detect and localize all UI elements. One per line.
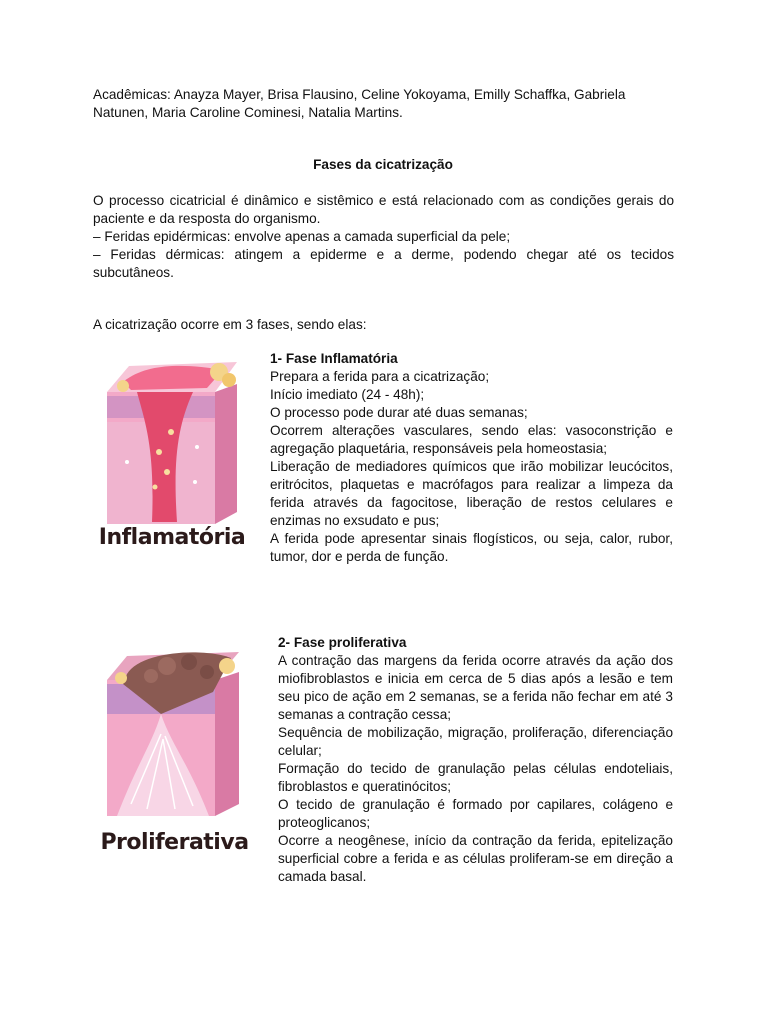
page-title: Fases da cicatrização: [313, 157, 453, 172]
phase-line: Ocorre a neogênese, início da contração da ferida, epitelização superficial cobre a ferida e as células proliferam-se em direção a camada basal.: [278, 833, 673, 884]
proliferative-phase-text: [278, 634, 673, 886]
proliferative-image-label: Proliferativa: [100, 830, 249, 855]
phase-line: Início imediato (24 - 48h);: [270, 387, 425, 402]
phase-line: Liberação de mediadores químicos que irão mobilizar leucócitos, eritrócitos, plaquetas e macrófagos para realizar a limpeza da ferida através da fagocitose, liberação de restos celulares e enzimas no exsudato e pus;: [270, 459, 673, 528]
phase-line: O processo pode durar até duas semanas;: [270, 405, 528, 420]
intro-line: – Feridas epidérmicas: envolve apenas a camada superficial da pele;: [93, 229, 511, 244]
inflammatory-image-label: Inflamatória: [98, 525, 246, 550]
inflammatory-phase-illustration: [97, 352, 247, 567]
phase-line: Prepara a ferida para a cicatrização;: [270, 369, 490, 384]
proliferative-phase-illustration: [97, 644, 252, 864]
phase-line: A contração das margens da ferida ocorre através da ação dos miofibroblastos e inicia em cerca de 5 dias após a lesão e tem seu pico de ação em 2 semanas, se a ferida não fechar em até 3 semanas a contração cessa;: [278, 653, 673, 722]
authors-line: Acadêmicas: Anayza Mayer, Brisa Flausino, Celine Yokoyama, Emilly Schaffka, Gabriela Natunen, Maria Caroline Cominesi, Natalia Martins.: [93, 87, 626, 120]
skin-wound-inflammatory-image: [97, 352, 247, 532]
phase-title: 2- Fase proliferativa: [278, 635, 407, 650]
intro-line: O processo cicatricial é dinâmico e sistêmico e está relacionado com as condições gerais do paciente e da resposta do organismo.: [93, 193, 674, 226]
phase-line: A ferida pode apresentar sinais flogísticos, ou seja, calor, rubor, tumor, dor e perda de função.: [270, 531, 673, 564]
inflammatory-phase-text: [270, 350, 673, 566]
phases-lead: A cicatrização ocorre em 3 fases, sendo elas:: [93, 317, 367, 332]
intro-line: – Feridas dérmicas: atingem a epiderme e a derme, podendo chegar até os tecidos subcutâneos.: [93, 247, 674, 280]
skin-wound-proliferative-image: [97, 644, 252, 829]
intro-paragraph: [93, 192, 674, 282]
phase-line: Ocorrem alterações vasculares, sendo elas: vasoconstrição e agregação plaquetária, responsáveis pela homeostasia;: [270, 423, 673, 456]
phase-line: Sequência de mobilização, migração, proliferação, diferenciação celular;: [278, 725, 673, 758]
phase-line: Formação do tecido de granulação pelas células endoteliais, fibroblastos e queratinócitos;: [278, 761, 673, 794]
phase-title: 1- Fase Inflamatória: [270, 351, 398, 366]
phase-line: O tecido de granulação é formado por capilares, colágeno e proteoglicanos;: [278, 797, 673, 830]
